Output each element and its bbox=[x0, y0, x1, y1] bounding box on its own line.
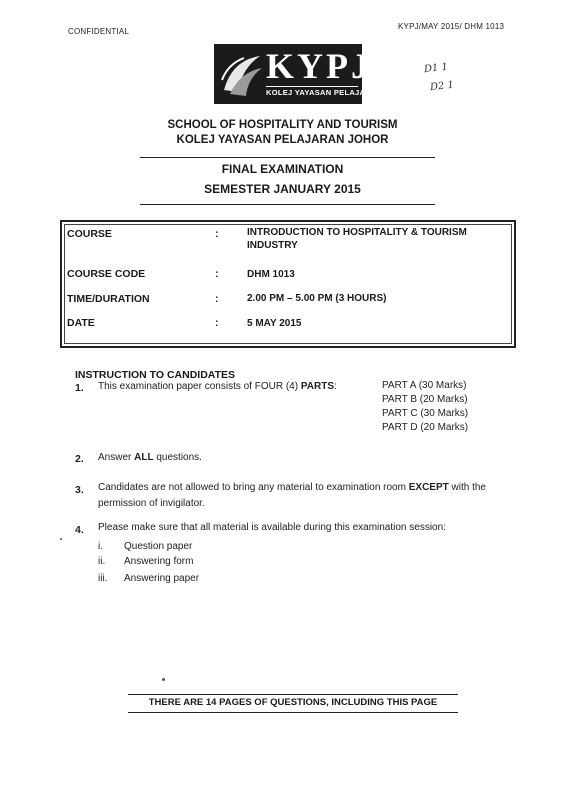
subitem-3-number: iii. bbox=[98, 573, 108, 584]
course-code-colon: : bbox=[215, 268, 219, 280]
instruction-4-text: Please make sure that all material is available during this examination session: bbox=[98, 522, 446, 533]
handwritten-note-line2: D2 1 bbox=[429, 79, 455, 94]
course-code-value: DHM 1013 bbox=[247, 269, 295, 280]
subitem-2-text: Answering form bbox=[124, 556, 194, 567]
exam-semester: SEMESTER JANUARY 2015 bbox=[204, 182, 361, 196]
instruction-3-number: 3. bbox=[75, 484, 84, 496]
logo-subtitle: KOLEJ YAYASAN PELAJARAN JOHOR bbox=[266, 88, 413, 97]
title-rule-top bbox=[140, 157, 435, 158]
scan-speck bbox=[162, 678, 165, 681]
time-duration-label: TIME/DURATION bbox=[67, 293, 150, 305]
part-a-marks: PART A (30 Marks) bbox=[382, 380, 467, 391]
school-name: SCHOOL OF HOSPITALITY AND TOURISM bbox=[167, 119, 398, 131]
date-colon: : bbox=[215, 317, 219, 329]
course-label: COURSE bbox=[67, 228, 112, 240]
instruction-3-line1: Candidates are not allowed to bring any material to examination room EXCEPT with the bbox=[98, 482, 486, 493]
time-duration-colon: : bbox=[215, 293, 219, 305]
subitem-2-number: ii. bbox=[98, 556, 106, 567]
kypj-logo bbox=[214, 44, 413, 104]
course-value-line1: INTRODUCTION TO HOSPITALITY & TOURISM bbox=[247, 227, 467, 238]
time-duration-value: 2.00 PM – 5.00 PM (3 HOURS) bbox=[247, 293, 387, 304]
confidential-label: CONFIDENTIAL bbox=[68, 27, 130, 36]
logo-emblem-icon bbox=[220, 50, 264, 98]
instruction-1-text: This examination paper consists of FOUR (4) PARTS: bbox=[98, 381, 337, 392]
part-d-marks: PART D (20 Marks) bbox=[382, 422, 469, 433]
subitem-1-number: i. bbox=[98, 541, 103, 552]
course-code-label: COURSE CODE bbox=[67, 268, 146, 280]
part-c-marks: PART C (30 Marks) bbox=[382, 408, 469, 419]
logo-title: KYPJ bbox=[266, 46, 372, 86]
course-colon: : bbox=[215, 228, 219, 240]
exam-title: FINAL EXAMINATION bbox=[221, 162, 344, 176]
instructions-title: INSTRUCTION TO CANDIDATES bbox=[75, 369, 236, 381]
document-reference: KYPJ/MAY 2015/ DHM 1013 bbox=[398, 22, 505, 31]
date-value: 5 MAY 2015 bbox=[247, 318, 302, 329]
scan-speck bbox=[60, 538, 62, 540]
subitem-1-text: Question paper bbox=[124, 541, 193, 552]
instruction-1-number: 1. bbox=[75, 382, 84, 394]
instruction-2-number: 2. bbox=[75, 453, 84, 465]
instruction-4-number: 4. bbox=[75, 524, 84, 536]
handwritten-note-line1: D1 1 bbox=[423, 61, 449, 76]
course-value-line2: INDUSTRY bbox=[247, 240, 298, 251]
title-rule-bottom bbox=[140, 204, 435, 205]
subitem-3-text: Answering paper bbox=[124, 573, 200, 584]
footer-rule-top bbox=[128, 694, 458, 695]
part-b-marks: PART B (20 Marks) bbox=[382, 394, 468, 405]
date-label: DATE bbox=[67, 317, 95, 329]
instruction-3-line2: permission of invigilator. bbox=[98, 498, 205, 509]
instruction-2-text: Answer ALL questions. bbox=[98, 452, 202, 463]
footer-rule-bottom bbox=[128, 712, 458, 713]
page-count-notice: THERE ARE 14 PAGES OF QUESTIONS, INCLUDING THIS PAGE bbox=[148, 697, 438, 708]
college-name: KOLEJ YAYASAN PELAJARAN JOHOR bbox=[176, 134, 389, 146]
